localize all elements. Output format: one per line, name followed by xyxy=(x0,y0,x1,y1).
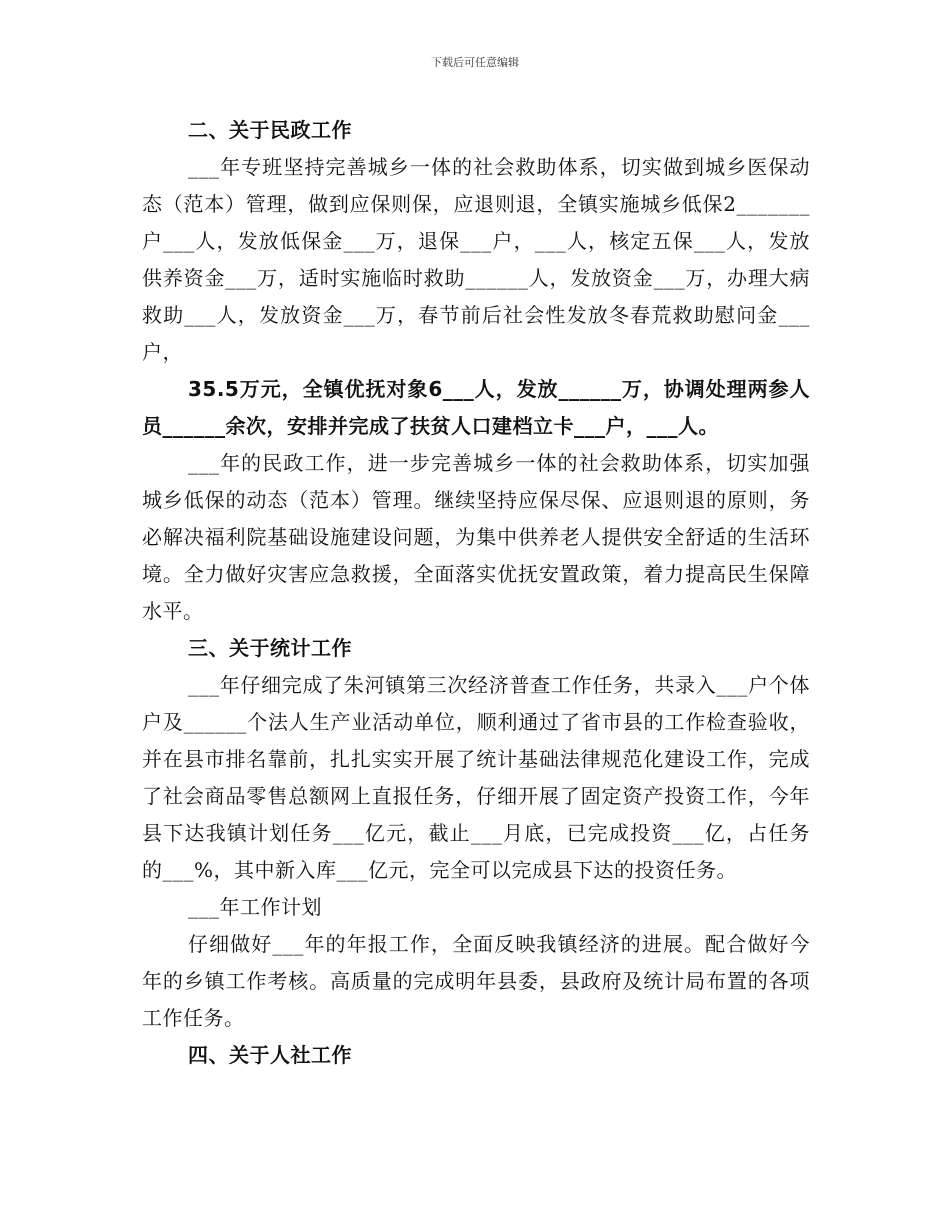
page-header: 下载后可任意编辑 xyxy=(431,56,519,69)
section-heading-civil-affairs: 二、关于民政工作 xyxy=(188,118,352,142)
paragraph-civil-affairs-plan: ___年的民政工作，进一步完善城乡一体的社会救助体系，切实加强城乡低保的动态（范本）管理。继续坚持应保尽保、应退则退的原则，务必解决福利院基础设施建设问题，为集中供养老人提供安全舒适的生活环境。全力做好灾害应急救援，全面落实优抚安置政策，着力提高民生保障水平。 xyxy=(142,451,810,623)
paragraph-work-plan-title: ___年工作计划 xyxy=(188,895,322,919)
section-heading-human-resources: 四、关于人社工作 xyxy=(188,1043,352,1067)
document-body xyxy=(142,112,810,1074)
paragraph-civil-affairs-bold: 35.5万元，全镇优抚对象6___人，发放______万，协调处理两参人员______余次，安排并完成了扶贫人口建档立卡___户，___人。 xyxy=(142,377,810,438)
paragraph-civil-affairs-summary: ___年专班坚持完善城乡一体的社会救助体系，切实做到城乡医保动态（范本）管理，做到应保则保，应退则退，全镇实施城乡低保2_______户___人，发放低保金___万，退保___户，___人，核定五保___人，发放供养资金___万，适时实施临时救助______人，发放资金___万，办理大病救助___人，发放资金___万，春节前后社会性发放冬春荒救助慰问金___户， xyxy=(142,155,810,364)
paragraph-statistics-summary: ___年仔细完成了朱河镇第三次经济普查工作任务，共录入___户个体户及______个法人生产业活动单位，顺利通过了省市县的工作检查验收，并在县市排名靠前，扎扎实实开展了统计基础法律规范化建设工作，完成了社会商品零售总额网上直报任务，仔细开展了固定资产投资工作，今年县下达我镇计划任务___亿元，截止___月底，已完成投资___亿，占任务的___%，其中新入库___亿元，完全可以完成县下达的投资任务。 xyxy=(142,673,810,882)
section-heading-statistics: 三、关于统计工作 xyxy=(188,636,352,660)
paragraph-work-plan: 仔细做好___年的年报工作，全面反映我镇经济的进展。配合做好今年的乡镇工作考核。高质量的完成明年县委，县政府及统计局布置的各项工作任务。 xyxy=(142,932,810,1030)
